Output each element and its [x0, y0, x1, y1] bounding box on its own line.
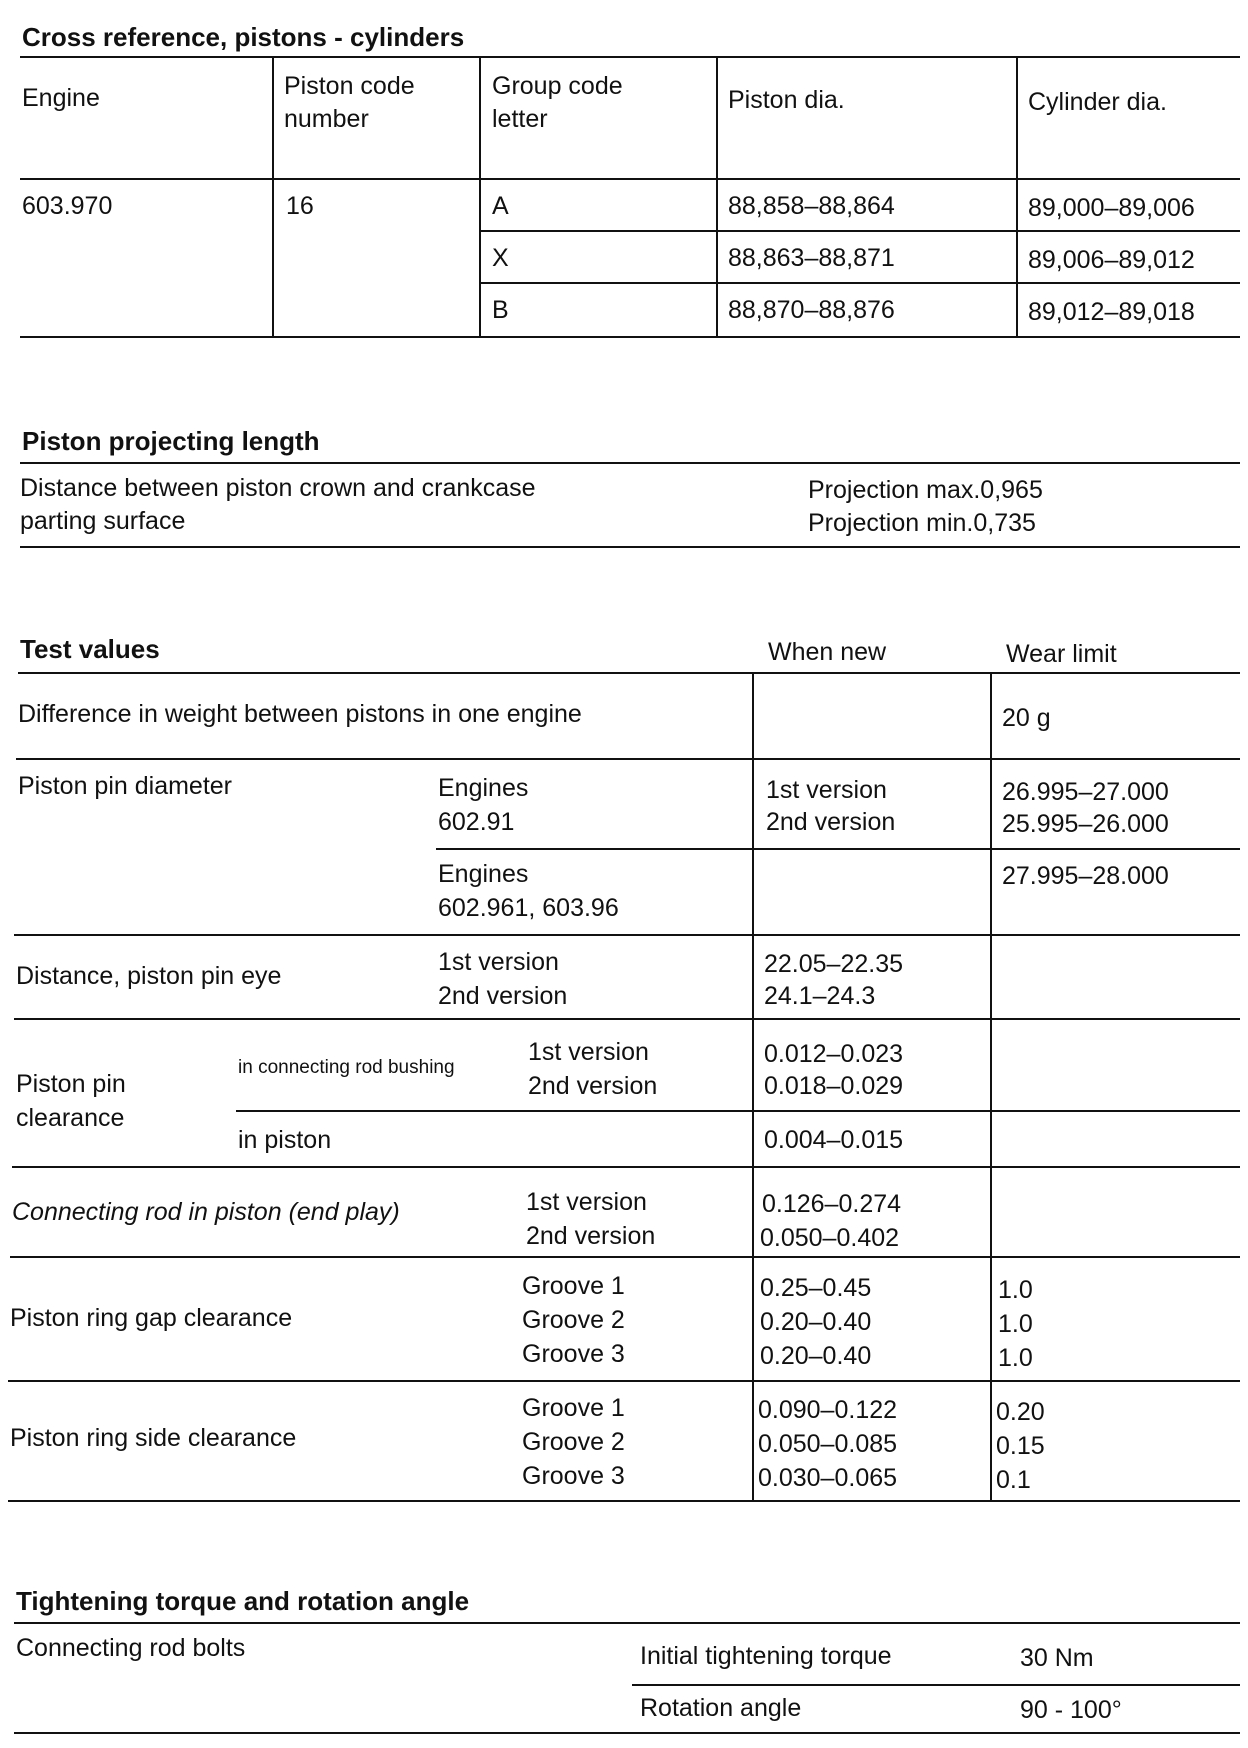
- ring-gap-g2: Groove 2: [522, 1306, 625, 1334]
- ring-side-label: Piston ring side clearance: [10, 1424, 297, 1452]
- ring-gap-n2: 0.20–0.40: [760, 1308, 872, 1336]
- ring-side-w2: 0.15: [996, 1432, 1045, 1460]
- pin-clearance-piston-n: 0.004–0.015: [764, 1126, 904, 1154]
- ring-side-n1: 0.090–0.122: [758, 1396, 898, 1424]
- pin-eye-n1: 22.05–22.35: [764, 950, 904, 978]
- pin-clearance-v1: 1st version: [528, 1038, 649, 1066]
- table-row-cylinder-dia: 89,012–89,018: [1028, 298, 1195, 326]
- header-group-code: Group code letter: [492, 72, 623, 133]
- pin-eye-label: Distance, piston pin eye: [16, 962, 282, 990]
- col-wear-limit: Wear limit: [1006, 640, 1117, 668]
- piston-code-value: 16: [286, 192, 314, 220]
- pin-clearance-label1: Piston pin: [16, 1070, 126, 1098]
- header-piston-code: Piston code number: [284, 72, 415, 133]
- col-when-new: When new: [768, 638, 887, 666]
- ring-gap-w3: 1.0: [998, 1344, 1033, 1372]
- ring-gap-n1: 0.25–0.45: [760, 1274, 872, 1302]
- end-play-label: Connecting rod in piston (end play): [12, 1198, 400, 1226]
- projecting-desc-line2: parting surface: [20, 507, 186, 535]
- table-row-piston-dia: 88,870–88,876: [728, 296, 895, 324]
- table-row-cylinder-dia: 89,000–89,006: [1028, 194, 1195, 222]
- pin-clearance-label2: clearance: [16, 1104, 125, 1132]
- pin-clearance-rod-label: in connecting rod bushing: [238, 1057, 455, 1078]
- pin-clearance-n1: 0.012–0.023: [764, 1040, 904, 1068]
- header-cylinder-dia: Cylinder dia.: [1028, 88, 1167, 116]
- torque-item: Connecting rod bolts: [16, 1634, 246, 1662]
- header-engine: Engine: [22, 84, 100, 112]
- rotation-angle-label: Rotation angle: [640, 1694, 802, 1722]
- weight-diff-label: Difference in weight between pistons in one engine: [18, 700, 582, 728]
- header-piston-dia: Piston dia.: [728, 86, 845, 114]
- table-row-piston-dia: 88,863–88,871: [728, 244, 895, 272]
- rotation-angle-value: 90 - 100°: [1020, 1696, 1122, 1724]
- pin-diameter-wear-b: 27.995–28.000: [1002, 862, 1169, 890]
- pin-diameter-wear1: 26.995–27.000: [1002, 778, 1169, 806]
- table-row-group: A: [492, 192, 509, 220]
- ring-gap-g1: Groove 1: [522, 1272, 625, 1300]
- pin-diameter-v1: 1st version: [766, 776, 887, 804]
- torque-title: Tightening torque and rotation angle: [16, 1586, 470, 1616]
- ring-gap-label: Piston ring gap clearance: [10, 1304, 293, 1332]
- pin-diameter-label: Piston pin diameter: [18, 772, 233, 800]
- pin-diameter-engines-a: Engines: [438, 774, 529, 802]
- ring-gap-w2: 1.0: [998, 1310, 1033, 1338]
- ring-gap-w1: 1.0: [998, 1276, 1033, 1304]
- ring-side-g1: Groove 1: [522, 1394, 625, 1422]
- pin-eye-v2: 2nd version: [438, 982, 568, 1010]
- ring-gap-n3: 0.20–0.40: [760, 1342, 872, 1370]
- end-play-v1: 1st version: [526, 1188, 647, 1216]
- pin-diameter-model-a: 602.91: [438, 808, 515, 836]
- pin-diameter-v2: 2nd version: [766, 808, 896, 836]
- pin-eye-v1: 1st version: [438, 948, 559, 976]
- table-row-group: X: [492, 244, 509, 272]
- pin-diameter-engines-b: Engines: [438, 860, 529, 888]
- ring-side-n2: 0.050–0.085: [758, 1430, 898, 1458]
- table-row-piston-dia: 88,858–88,864: [728, 192, 895, 220]
- table-row-cylinder-dia: 89,006–89,012: [1028, 246, 1195, 274]
- initial-torque-value: 30 Nm: [1020, 1644, 1094, 1672]
- test-values-title: Test values: [20, 634, 160, 664]
- end-play-n1: 0.126–0.274: [762, 1190, 902, 1218]
- ring-side-g2: Groove 2: [522, 1428, 625, 1456]
- ring-side-w3: 0.1: [996, 1466, 1031, 1494]
- projection-max: Projection max.0,965: [808, 476, 1043, 504]
- engine-value: 603.970: [22, 192, 113, 220]
- projecting-title: Piston projecting length: [22, 426, 320, 456]
- pin-eye-n2: 24.1–24.3: [764, 982, 876, 1010]
- weight-diff-wear: 20 g: [1002, 704, 1051, 732]
- table-row-group: B: [492, 296, 509, 324]
- pin-diameter-wear2: 25.995–26.000: [1002, 810, 1169, 838]
- projection-min: Projection min.0,735: [808, 509, 1036, 537]
- ring-side-w1: 0.20: [996, 1398, 1045, 1426]
- pin-clearance-n2: 0.018–0.029: [764, 1072, 904, 1100]
- pin-diameter-model-b: 602.961, 603.96: [438, 894, 619, 922]
- cross-reference-title: Cross reference, pistons - cylinders: [22, 22, 465, 52]
- ring-gap-g3: Groove 3: [522, 1340, 625, 1368]
- pin-clearance-v2: 2nd version: [528, 1072, 658, 1100]
- end-play-v2: 2nd version: [526, 1222, 656, 1250]
- projecting-desc-line1: Distance between piston crown and crankcase: [20, 474, 536, 502]
- initial-torque-label: Initial tightening torque: [640, 1642, 892, 1670]
- end-play-n2: 0.050–0.402: [760, 1224, 900, 1252]
- ring-side-g3: Groove 3: [522, 1462, 625, 1490]
- ring-side-n3: 0.030–0.065: [758, 1464, 898, 1492]
- pin-clearance-piston-label: in piston: [238, 1126, 332, 1154]
